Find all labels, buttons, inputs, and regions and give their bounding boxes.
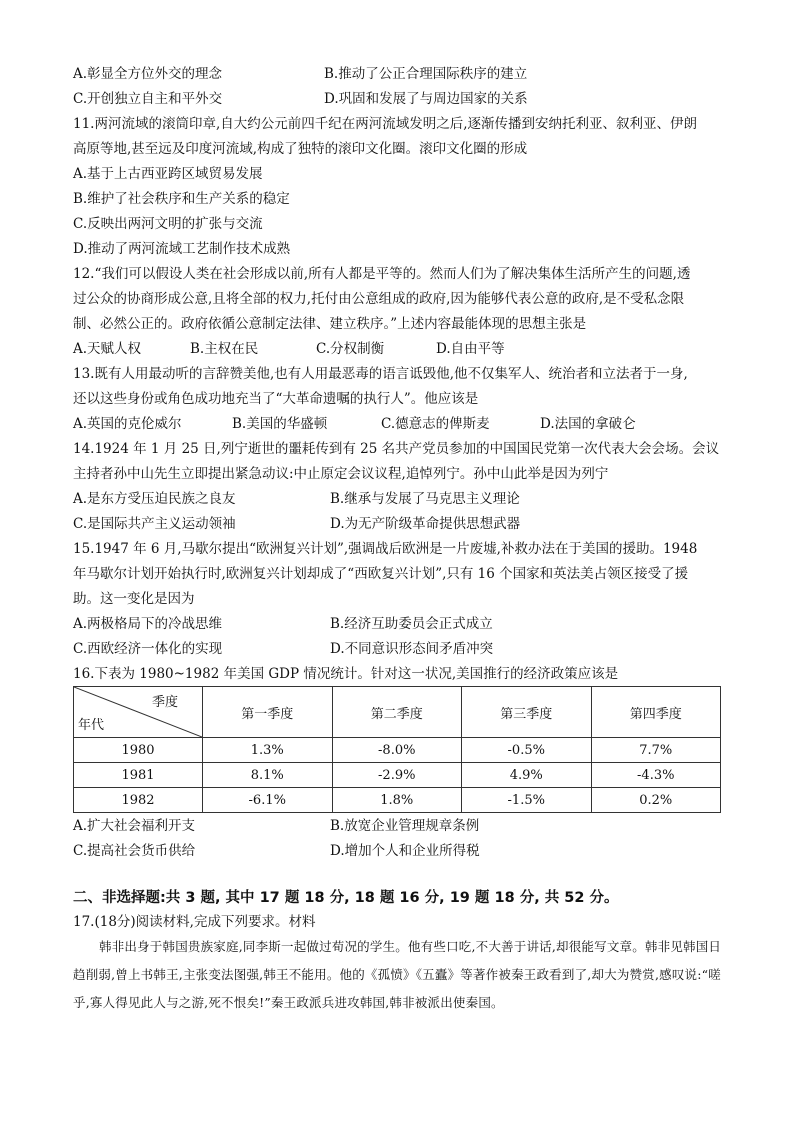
table-cell: -1.5% bbox=[462, 788, 592, 813]
table-cell: -6.1% bbox=[203, 788, 333, 813]
table-cell: -8.0% bbox=[332, 738, 462, 763]
q16-option-c[interactable]: C.提高社会货币供给 bbox=[73, 843, 196, 859]
corner-label-year: 年代 bbox=[78, 718, 105, 733]
table-cell: 1.3% bbox=[203, 738, 333, 763]
table-cell: 8.1% bbox=[203, 763, 333, 788]
q12-option-c[interactable]: C.分权制衡 bbox=[316, 341, 385, 357]
q10-option-c[interactable]: C.开创独立自主和平外交 bbox=[73, 91, 223, 107]
q17-stem-line-1: 17.(18分)阅读材料,完成下列要求。材料 bbox=[73, 914, 316, 930]
q10-option-b[interactable]: B.推动了公正合理国际秩序的建立 bbox=[324, 66, 528, 82]
q13-stem-line-2: 还以这些身份或角色成功地充当了“大革命遗嘱的执行人”。他应该是 bbox=[73, 391, 479, 407]
q14-option-a[interactable]: A.是东方受压迫民族之良友 bbox=[73, 491, 236, 507]
table-cell: -4.3% bbox=[591, 763, 721, 788]
q13-option-c[interactable]: C.德意志的俾斯麦 bbox=[381, 416, 490, 432]
q14-option-b[interactable]: B.继承与发展了马克思主义理论 bbox=[330, 491, 520, 507]
q12-option-d[interactable]: D.自由平等 bbox=[436, 341, 505, 357]
q11-option-a[interactable]: A.基于上古西亚跨区域贸易发展 bbox=[73, 166, 263, 182]
q11-option-b[interactable]: B.维护了社会秩序和生产关系的稳定 bbox=[73, 191, 290, 207]
table-corner-cell bbox=[74, 687, 203, 738]
table-row bbox=[74, 738, 721, 763]
q12-stem-line-2: 过公众的协商形成公意,且将全部的权力,托付由公意组成的政府,因为能够代表公意的政府,是不受私念限 bbox=[73, 291, 685, 307]
q16-option-d[interactable]: D.增加个人和企业所得税 bbox=[330, 843, 480, 859]
table-cell: 4.9% bbox=[462, 763, 592, 788]
q12-option-b[interactable]: B.主权在民 bbox=[190, 341, 259, 357]
q15-option-c[interactable]: C.西欧经济一体化的实现 bbox=[73, 641, 223, 657]
q15-option-b[interactable]: B.经济互助委员会正式成立 bbox=[330, 616, 493, 632]
table-header-q3: 第三季度 bbox=[462, 687, 592, 738]
gdp-table bbox=[73, 686, 721, 813]
q13-option-d[interactable]: D.法国的拿破仑 bbox=[540, 416, 636, 432]
q10-option-a[interactable]: A.彰显全方位外交的理念 bbox=[73, 66, 223, 82]
q14-option-c[interactable]: C.是国际共产主义运动领袖 bbox=[73, 516, 236, 532]
q15-option-a[interactable]: A.两极格局下的冷战思维 bbox=[73, 616, 223, 632]
table-cell: 1.8% bbox=[332, 788, 462, 813]
q15-option-d[interactable]: D.不同意识形态间矛盾冲突 bbox=[330, 641, 494, 657]
q16-option-b[interactable]: B.放宽企业管理规章条例 bbox=[330, 818, 480, 834]
q15-stem-line-3: 助。这一变化是因为 bbox=[73, 591, 195, 607]
q10-option-d[interactable]: D.巩固和发展了与周边国家的关系 bbox=[324, 91, 528, 107]
q11-option-c[interactable]: C.反映出两河文明的扩张与交流 bbox=[73, 216, 263, 232]
corner-label-quarter: 季度 bbox=[151, 695, 178, 710]
table-row bbox=[74, 763, 721, 788]
q11-option-d[interactable]: D.推动了两河流域工艺制作技术成熟 bbox=[73, 241, 291, 257]
q13-stem-line-1: 13.既有人用最动听的言辞赞美他,也有人用最恶毒的语言诋毁他,他不仅集军人、统治者和立法者于一身, bbox=[73, 366, 688, 382]
q12-stem-line-3: 制、必然公正的。政府依循公意制定法律、建立秩序。”上述内容最能体现的思想主张是 bbox=[73, 316, 587, 332]
q15-stem-line-2: 年马歇尔计划开始执行时,欧洲复兴计划却成了“西欧复兴计划”,只有 16 个国家和英法美占领区接受了援 bbox=[73, 566, 689, 582]
table-header-q2: 第二季度 bbox=[332, 687, 462, 738]
q12-option-a[interactable]: A.天赋人权 bbox=[73, 341, 142, 357]
table-cell: 7.7% bbox=[591, 738, 721, 763]
q14-option-d[interactable]: D.为无产阶级革命提供思想武器 bbox=[330, 516, 521, 532]
table-cell-year: 1982 bbox=[74, 788, 203, 813]
table-cell-year: 1980 bbox=[74, 738, 203, 763]
q15-stem-line-1: 15.1947 年 6 月,马歇尔提出“欧洲复兴计划”,强调战后欧洲是一片废墟,补救办法在于美国的援助。1948 bbox=[73, 541, 698, 557]
q13-option-b[interactable]: B.美国的华盛顿 bbox=[232, 416, 328, 432]
table-header-q1: 第一季度 bbox=[203, 687, 333, 738]
q16-option-a[interactable]: A.扩大社会福利开支 bbox=[73, 818, 196, 834]
q14-stem-line-2: 主持者孙中山先生立即提出紧急动议:中止原定会议议程,追悼列宁。孙中山此举是因为列宁 bbox=[73, 466, 609, 482]
q11-stem-line-2: 高原等地,甚至远及印度河流域,构成了独特的滚印文化圈。滚印文化圈的形成 bbox=[73, 141, 528, 157]
table-header-q4: 第四季度 bbox=[591, 687, 721, 738]
q16-stem-line-1: 16.下表为 1980~1982 年美国 GDP 情况统计。针对这一状况,美国推行的经济政策应该是 bbox=[73, 666, 619, 682]
table-cell: -2.9% bbox=[332, 763, 462, 788]
q14-stem-line-1: 14.1924 年 1 月 25 日,列宁逝世的噩耗传到有 25 名共产党员参加的中国国民党第一次代表大会会场。会议 bbox=[73, 441, 720, 457]
q17-material-paragraph: 韩非出身于韩国贵族家庭,同李斯一起做过荀况的学生。他有些口吃,不大善于讲话,却很能写文章。韩非见韩国日趋削弱,曾上书韩王,主张变法图强,韩王不能用。他的《孤愤》《五蠹》等著作被秦王政看到了,却大为赞赏,感叹说:“嗟乎,寡人得见此人与之游,死不恨矣!”秦王政派兵进攻韩国,韩非被派出使秦国。 bbox=[73, 939, 722, 1010]
table-header-row bbox=[74, 687, 721, 738]
section-2-heading: 二、非选择题:共 3 题, 其中 17 题 18 分, 18 题 16 分, 19 题 18 分, 共 52 分。 bbox=[73, 890, 619, 906]
table-cell: 0.2% bbox=[591, 788, 721, 813]
table-row bbox=[74, 788, 721, 813]
table-cell: -0.5% bbox=[462, 738, 592, 763]
q12-stem-line-1: 12.“我们可以假设人类在社会形成以前,所有人都是平等的。然而人们为了解决集体生活所产生的问题,透 bbox=[73, 266, 691, 282]
q11-stem-line-1: 11.两河流域的滚筒印章,自大约公元前四千纪在两河流域发明之后,逐渐传播到安纳托利亚、叙利亚、伊朗 bbox=[73, 116, 698, 132]
table-cell-year: 1981 bbox=[74, 763, 203, 788]
q13-option-a[interactable]: A.英国的克伦威尔 bbox=[73, 416, 182, 432]
